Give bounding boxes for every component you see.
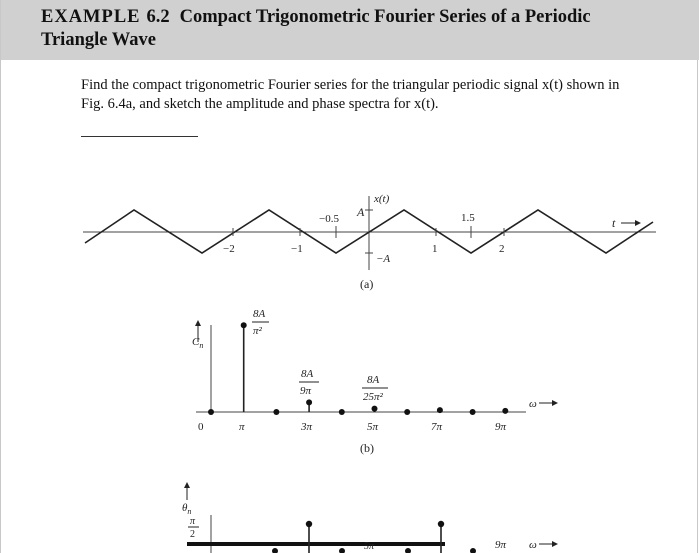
spectrum-point-0: [208, 409, 214, 415]
freq-label-5pi: 5π: [367, 421, 379, 433]
coef-3-denominator: 9π: [300, 385, 312, 397]
freq-label-c-partial: 5π: [364, 541, 375, 552]
coef-5-denominator: 25π²: [363, 391, 383, 403]
freq-label-9pi: 9π: [495, 421, 507, 433]
tick-label-2: 2: [499, 243, 505, 255]
spectrum-point-6: [404, 409, 410, 415]
spectrum-point-8: [470, 409, 476, 415]
problem-line2: Fig. 6.4a, and sketch the amplitude and phase spectra for x(t).: [81, 96, 439, 112]
freq-label-c-9pi: 9π: [495, 539, 507, 551]
amplitude-label: A: [357, 205, 365, 219]
cn-label: $C_n$: [192, 336, 204, 350]
phase-point-3pi: [306, 521, 312, 527]
phase-point-2pi: [272, 548, 278, 553]
figure-c: [182, 482, 558, 553]
t-axis-arrowhead-icon: [635, 220, 641, 226]
omega-arrowhead-b-icon: [552, 400, 558, 406]
omega-label-c: ω: [529, 539, 537, 551]
coef-label-3: [299, 368, 319, 397]
coef-3-numerator: 8A: [301, 368, 314, 380]
figure-a: [83, 193, 656, 291]
spectrum-point-7: [437, 407, 443, 413]
problem-statement: [81, 76, 681, 114]
level-numerator: π: [190, 516, 196, 527]
coef-label-5: [362, 374, 388, 403]
coef-5-numerator: 8A: [367, 374, 380, 386]
tick-label-neg1: −1: [291, 243, 303, 255]
coef-label-1: [252, 308, 269, 337]
figure-b: [192, 308, 558, 455]
t-axis-label: t: [612, 216, 616, 230]
phase-point-7pi: [438, 521, 444, 527]
coef-1-denominator: π²: [253, 325, 262, 337]
level-denominator: 2: [190, 529, 195, 540]
signal-label: x(t): [374, 193, 390, 205]
example-title-line1: [41, 6, 699, 29]
spectrum-point-4: [339, 409, 345, 415]
figure-6-4: [1, 180, 699, 553]
freq-label-3pi: 3π: [301, 421, 313, 433]
theta-arrowhead-icon: [184, 482, 190, 488]
spectrum-point-1: [241, 322, 247, 328]
example-number: 6.2: [146, 7, 170, 27]
spectrum-point-2: [273, 409, 279, 415]
example-word: EXAMPLE: [41, 7, 141, 27]
spectrum-point-3: [306, 399, 312, 405]
caption-b: (b): [360, 441, 374, 455]
example-title-line2: Triangle Wave: [41, 30, 156, 50]
omega-arrowhead-c-icon: [552, 541, 558, 547]
tick-label-neg2: −2: [223, 243, 235, 255]
phase-point-4pi: [339, 548, 345, 553]
tick-label-1-5: 1.5: [461, 212, 475, 224]
neg-amplitude-label: −A: [376, 253, 391, 265]
problem-line1: Find the compact trigonometric Fourier series for the triangular periodic signal x(t) shown in: [81, 77, 620, 93]
tick-label-neg0-5: −0.5: [319, 213, 339, 225]
example-title: Compact Trigonometric Fourier Series of a Periodic: [179, 7, 591, 27]
freq-label-7pi: 7π: [431, 421, 443, 433]
separator-rule: [81, 136, 198, 137]
phase-point-6pi: [405, 548, 411, 553]
theta-label: $\theta_n$: [182, 502, 192, 516]
coef-1-numerator: 8A: [253, 308, 266, 320]
tick-label-1: 1: [432, 243, 438, 255]
spectrum-point-9: [502, 408, 508, 414]
phase-point-8pi: [470, 548, 476, 553]
example-header: [1, 0, 699, 60]
caption-a: (a): [360, 277, 374, 291]
cn-arrowhead-icon: [195, 320, 201, 326]
freq-label-pi: π: [239, 421, 245, 433]
origin-label: 0: [198, 421, 204, 433]
spectrum-point-5: [372, 406, 378, 412]
omega-label-b: ω: [529, 398, 537, 410]
